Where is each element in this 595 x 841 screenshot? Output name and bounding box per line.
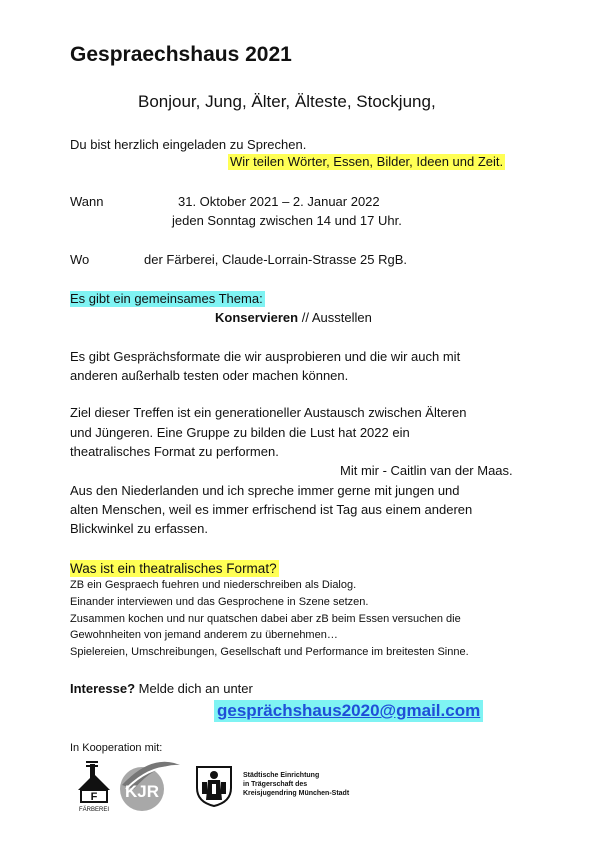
formats-line-1: Es gibt Gesprächsformate die wir ausprobieren und die wir auch mit: [70, 349, 461, 364]
contact-prompt-bold: Interesse?: [70, 681, 136, 696]
contact-prompt-rest: Melde dich an unter: [135, 681, 253, 696]
goal-line-4: Aus den Niederlanden und ich spreche immer gerne mit jungen und: [70, 483, 460, 498]
theatrical-item: Einander interviewen und das Gesprochene in Szene setzen.: [70, 596, 369, 608]
goal-line-2: und Jüngeren. Eine Gruppe zu bilden die Lust hat 2022 ein: [70, 425, 410, 440]
page-title: Gespraechshaus 2021: [70, 43, 292, 66]
theme-rest: // Ausstellen: [298, 310, 372, 325]
formats-line-2: anderen außerhalb testen oder machen können.: [70, 368, 349, 383]
theatrical-item: Zusammen kochen und nur quatschen dabei aber zB beim Essen versuchen die: [70, 613, 461, 625]
kjr-text: KJR: [124, 782, 160, 801]
goal-signature: Mit mir - Caitlin van der Maas.: [340, 463, 513, 478]
org-line-2: in Trägerschaft des: [243, 781, 308, 788]
org-line-1: Städtische Einrichtung: [243, 772, 320, 779]
theatrical-item: Gewohnheiten von jemand anderem zu übernehmen…: [70, 629, 338, 641]
goal-line-6: Blickwinkel zu erfassen.: [70, 521, 208, 536]
invite-highlight: Wir teilen Wörter, Essen, Bilder, Ideen und Zeit.: [230, 154, 504, 169]
when-dates: 31. Oktober 2021 – 2. Januar 2022: [178, 194, 380, 209]
faerberei-name: FÄRBEREI: [78, 807, 110, 813]
faerberei-logo: [72, 760, 116, 816]
greeting: Bonjour, Jung, Älter, Älteste, Stockjung,: [138, 92, 436, 111]
org-line-3: Kreisjugendring München-Stadt: [243, 790, 350, 797]
theme-bold: Konservieren: [215, 310, 299, 325]
theatrical-item: Spielereien, Umschreibungen, Gesellschaft und Performance im breitesten Sinne.: [70, 646, 469, 658]
goal-line-1: Ziel dieser Treffen ist ein generationeller Austausch zwischen Älteren: [70, 405, 467, 420]
cooperation-label: In Kooperation mit:: [70, 742, 163, 754]
faerberei-letter: F: [90, 791, 98, 803]
invite-line: Du bist herzlich eingeladen zu Sprechen.: [70, 137, 307, 152]
kjr-logo: [112, 755, 184, 815]
goal-line-3: theatralisches Format zu performen.: [70, 444, 279, 459]
goal-line-5: alten Menschen, weil es immer erfrischend ist Tag aus einem anderen: [70, 502, 473, 517]
theme-heading: Es gibt ein gemeinsames Thema:: [70, 291, 263, 306]
where-label: Wo: [70, 252, 90, 267]
munich-crest-icon: [194, 764, 234, 808]
when-times: jeden Sonntag zwischen 14 und 17 Uhr.: [172, 213, 402, 228]
contact-prompt: [70, 681, 253, 697]
theme-line: [215, 310, 372, 326]
email-link[interactable]: gesprächshaus2020@gmail.com: [214, 700, 483, 722]
when-label: Wann: [70, 194, 104, 209]
where-place: der Färberei, Claude-Lorrain-Strasse 25 RgB.: [144, 252, 408, 267]
theatrical-item: ZB ein Gespraech fuehren und niederschreiben als Dialog.: [70, 579, 357, 591]
theatrical-heading: Was ist ein theatralisches Format?: [70, 561, 277, 576]
